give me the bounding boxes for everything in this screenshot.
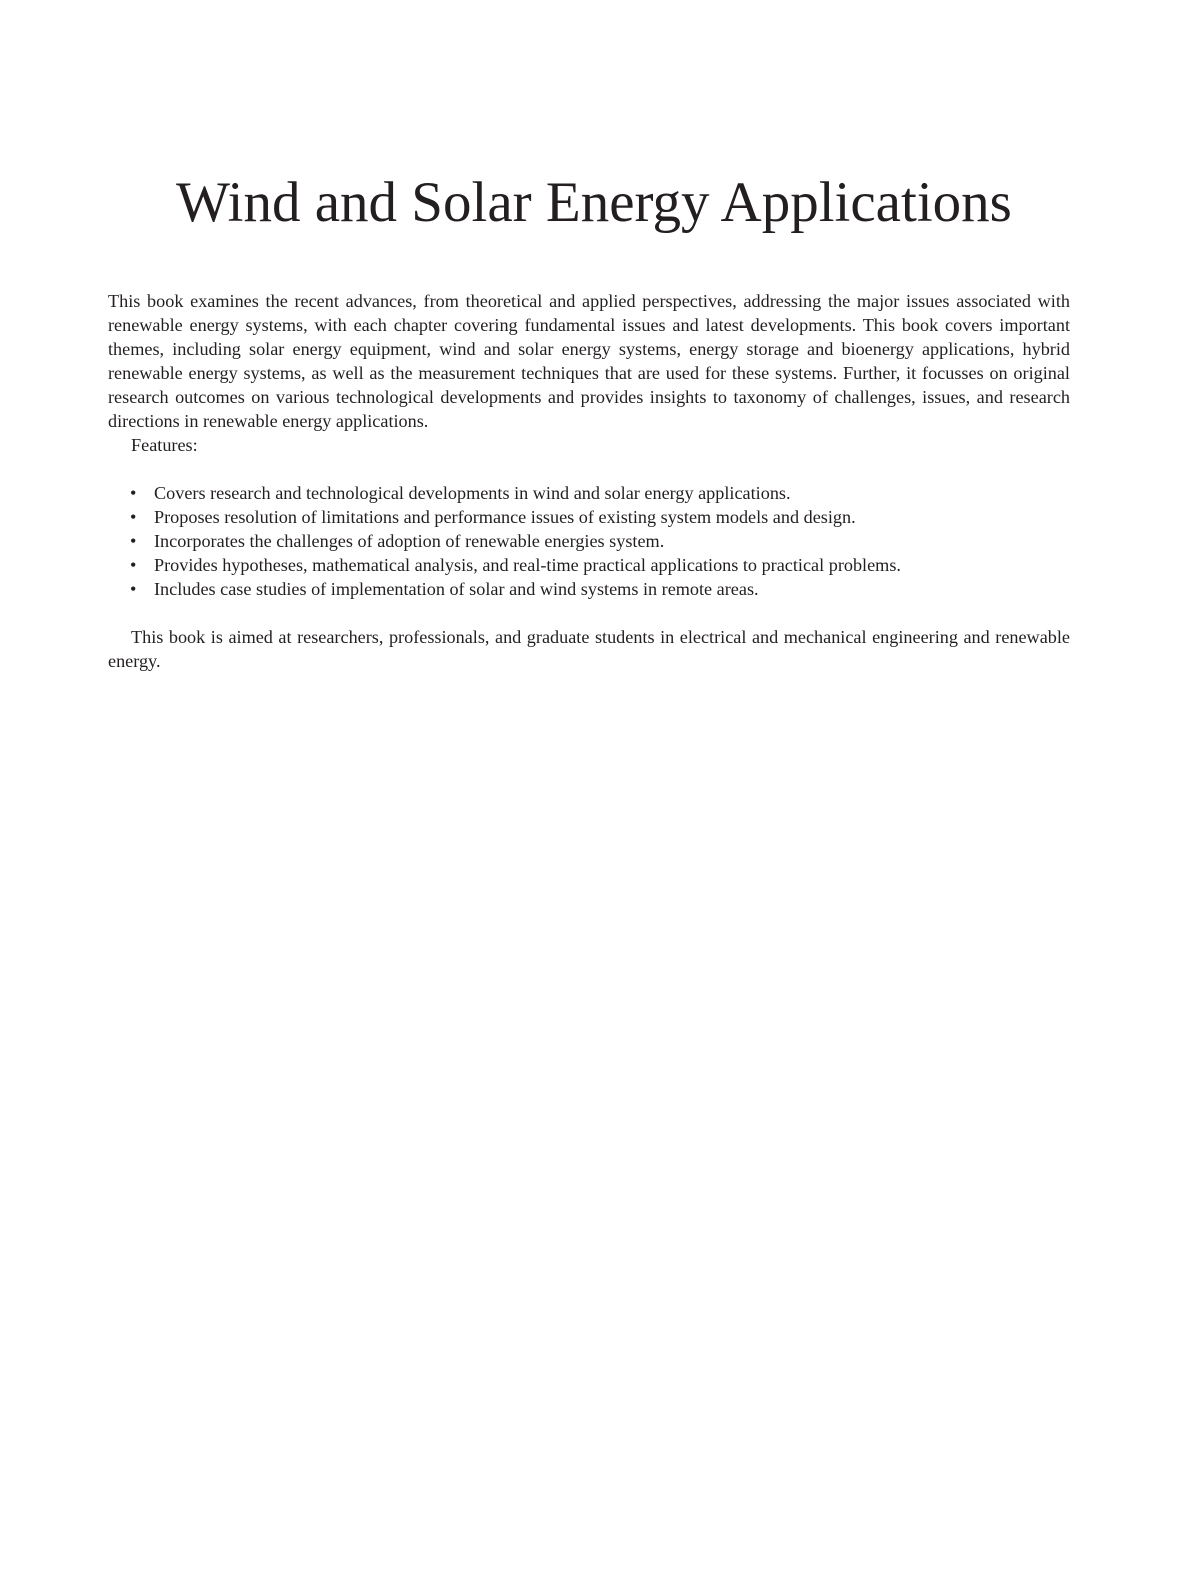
bullet-icon: • — [130, 531, 137, 551]
description-paragraph: This book examines the recent advances, from theoretical and applied perspectives, addressing the major issues associated with renewable energy systems, with each chapter covering fundamental issues and latest developments. This book covers important themes, including solar energy equipment, wind and solar energy systems, energy storage and bioenergy applications, hybrid renewable energy systems, as well as the measurement techniques that are used for these systems. Further, it focusses on original research outcomes on various technological developments and provides insights to taxonomy of challenges, issues, and research directions in renewable energy applications. — [108, 291, 1070, 431]
feature-item — [108, 481, 1070, 505]
feature-item — [108, 529, 1070, 553]
book-title: Wind and Solar Energy Applications — [176, 171, 1012, 234]
audience-paragraph: This book is aimed at researchers, professionals, and graduate students in electrical and mechanical engineering and renewable energy. — [108, 627, 1070, 671]
feature-text: Includes case studies of implementation of solar and wind systems in remote areas. — [154, 579, 759, 599]
book-description-block — [108, 289, 1070, 673]
bullet-icon: • — [130, 579, 137, 599]
feature-text: Covers research and technological developments in wind and solar energy applications. — [154, 483, 791, 503]
feature-item — [108, 553, 1070, 577]
feature-text: Provides hypotheses, mathematical analysis, and real-time practical applications to practical problems. — [154, 555, 901, 575]
bullet-icon: • — [130, 483, 137, 503]
feature-text: Proposes resolution of limitations and performance issues of existing system models and design. — [154, 507, 856, 527]
bullet-icon: • — [130, 507, 137, 527]
feature-item — [108, 505, 1070, 529]
features-label: Features: — [131, 435, 198, 455]
feature-item — [108, 577, 1070, 601]
bullet-icon: • — [130, 555, 137, 575]
features-list — [108, 481, 1070, 601]
feature-text: Incorporates the challenges of adoption of renewable energies system. — [154, 531, 665, 551]
